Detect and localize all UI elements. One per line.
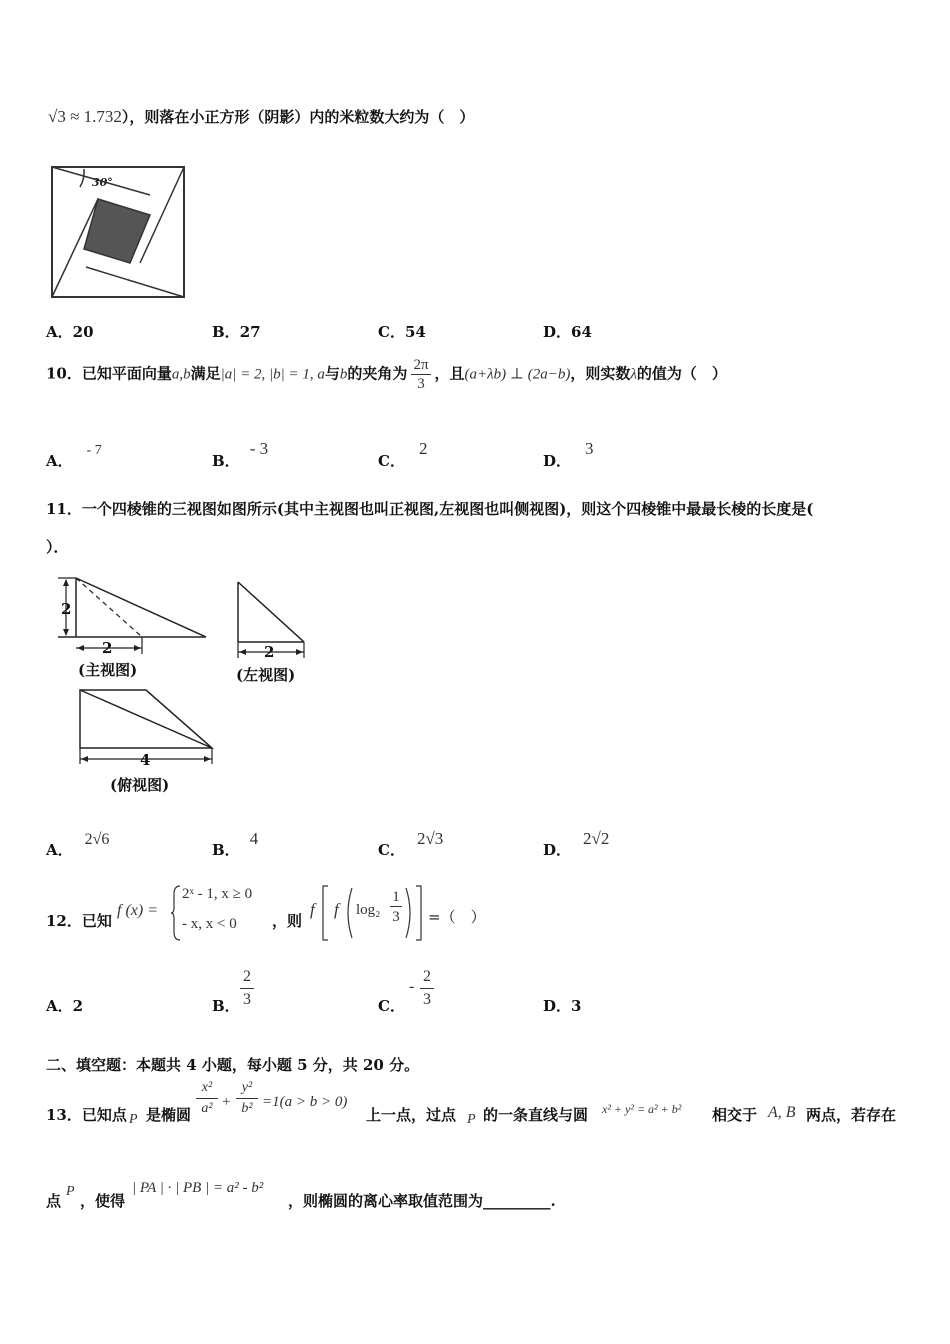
q11-option-c: C．2√3 xyxy=(378,829,444,859)
q9-sqrt-approx: √3 ≈ 1.732 xyxy=(48,107,122,126)
q13-frac1: x² a² xyxy=(196,1078,218,1119)
q11-front-view xyxy=(54,574,214,684)
q11-option-d: D．2√2 xyxy=(543,829,610,859)
q13-text-4: 的一条直线与圆 xyxy=(483,1106,589,1124)
q12-option-b-label: B． xyxy=(212,997,240,1015)
q12-option-b-fraction: 2 3 xyxy=(240,966,254,1011)
q12-brace xyxy=(170,884,182,942)
q9-question-text: ），则落在小正方形（阴影）内的米粒数大约为（ ） xyxy=(121,108,475,126)
q11-front-height: 2 xyxy=(61,600,72,618)
q13-plus: + xyxy=(222,1094,231,1110)
q12-option-c-label: C． xyxy=(378,997,405,1015)
q11-front-caption: (主视图) xyxy=(78,661,138,679)
q12-option-c-sign: - xyxy=(409,978,415,995)
q13-point-p3: P xyxy=(66,1184,75,1199)
q10-line: 10．已知平面向量a,b满足|a| = 2, |b| = 1, a与b的夹角为 $\frac{2\pi}{3}$ ，且(a+λb) ⊥ (2a−b)，则实数λ的值为（ ） xyxy=(46,357,727,392)
q11-side-caption: (左视图) xyxy=(236,666,296,684)
q13-circle: x² + y² = a² + b² xyxy=(602,1102,682,1116)
q10-number: 10． xyxy=(46,364,82,383)
q11-line1: 11．一个四棱锥的三视图如图所示(其中主视图也叫正视图,左视图也叫侧视图)，则这个四棱锥中最最长棱的长度是( xyxy=(46,500,814,518)
q13-ellipse-text: 是椭圆 xyxy=(146,1106,192,1124)
q13-text-5: 相交于 xyxy=(712,1106,758,1124)
q11-front-width: 2 xyxy=(102,639,113,657)
section-2-heading: 二、填空题：本题共 4 小题，每小题 5 分，共 20 分。 xyxy=(46,1056,420,1074)
q12-option-c-fraction: 2 3 xyxy=(420,966,434,1011)
q12-outer-f: f xyxy=(310,900,315,919)
q12-case1: 2ˣ - 1, x ≥ 0 xyxy=(182,886,253,902)
q13-text-6: 两点，若存在 xyxy=(806,1106,897,1124)
q9-line xyxy=(48,106,474,127)
q12-log: log₂ xyxy=(356,902,381,918)
q12-inner-f: f xyxy=(334,900,339,919)
q13-text-8: ，使得 xyxy=(80,1192,126,1210)
q11-option-a: A．2√6 xyxy=(46,831,110,859)
q13-frac2: y² b² xyxy=(236,1078,258,1119)
q13-point-p2: P xyxy=(467,1112,476,1127)
q12-equals: =（ ） xyxy=(428,908,486,926)
q11-line2: ）． xyxy=(46,538,69,556)
q13-point-p1: P xyxy=(129,1112,138,1127)
q12-number-text: 12．已知 xyxy=(46,912,112,930)
q11-option-b: B．4 xyxy=(212,829,259,859)
q13-text-7: 点 xyxy=(46,1192,62,1210)
q11-top-width: 4 xyxy=(140,751,151,769)
q10-option-b: B．- 3 xyxy=(212,439,269,470)
q13-num: 13．已知点 xyxy=(46,1106,127,1124)
q12-then: ，则 xyxy=(272,912,303,930)
q12-option-a: A．2 xyxy=(46,997,84,1015)
q9-angle-label: 30° xyxy=(92,176,113,189)
q12-case2: - x, x < 0 xyxy=(182,916,237,932)
q10-option-d: D．3 xyxy=(543,439,594,470)
q13-answer-blank[interactable]: _________ xyxy=(483,1192,551,1210)
q13-condition: =1(a > b > 0) xyxy=(262,1094,348,1110)
q13-product: | PA | · | PB | = a² - b² xyxy=(132,1180,264,1196)
q9-option-a: A．20 xyxy=(46,323,94,341)
q11-side-width: 2 xyxy=(264,643,275,661)
q9-square-figure xyxy=(50,165,190,301)
q12-option-d: D．3 xyxy=(543,997,582,1015)
q13-points-ab: A, B xyxy=(768,1104,796,1121)
q11-side-view xyxy=(232,578,322,690)
q12-log-fraction: 1 3 xyxy=(390,888,402,927)
q9-option-b: B．27 xyxy=(212,323,261,341)
q10-option-a: A．- 7 xyxy=(46,443,102,470)
q9-option-c: C．54 xyxy=(378,323,426,341)
q10-option-c: C．2 xyxy=(378,439,428,470)
q13-text-3: 上一点，过点 xyxy=(366,1106,457,1124)
q11-top-view xyxy=(74,686,220,798)
q10-angle-fraction: $\frac{2\pi}{3}$ xyxy=(413,357,429,392)
q12-fx: f (x) = xyxy=(117,902,158,919)
q13-text-9: ，则椭圆的离心率取值范围为_________. xyxy=(288,1192,556,1210)
q11-top-caption: (俯视图) xyxy=(110,776,170,794)
q9-option-d: D．64 xyxy=(543,323,592,341)
